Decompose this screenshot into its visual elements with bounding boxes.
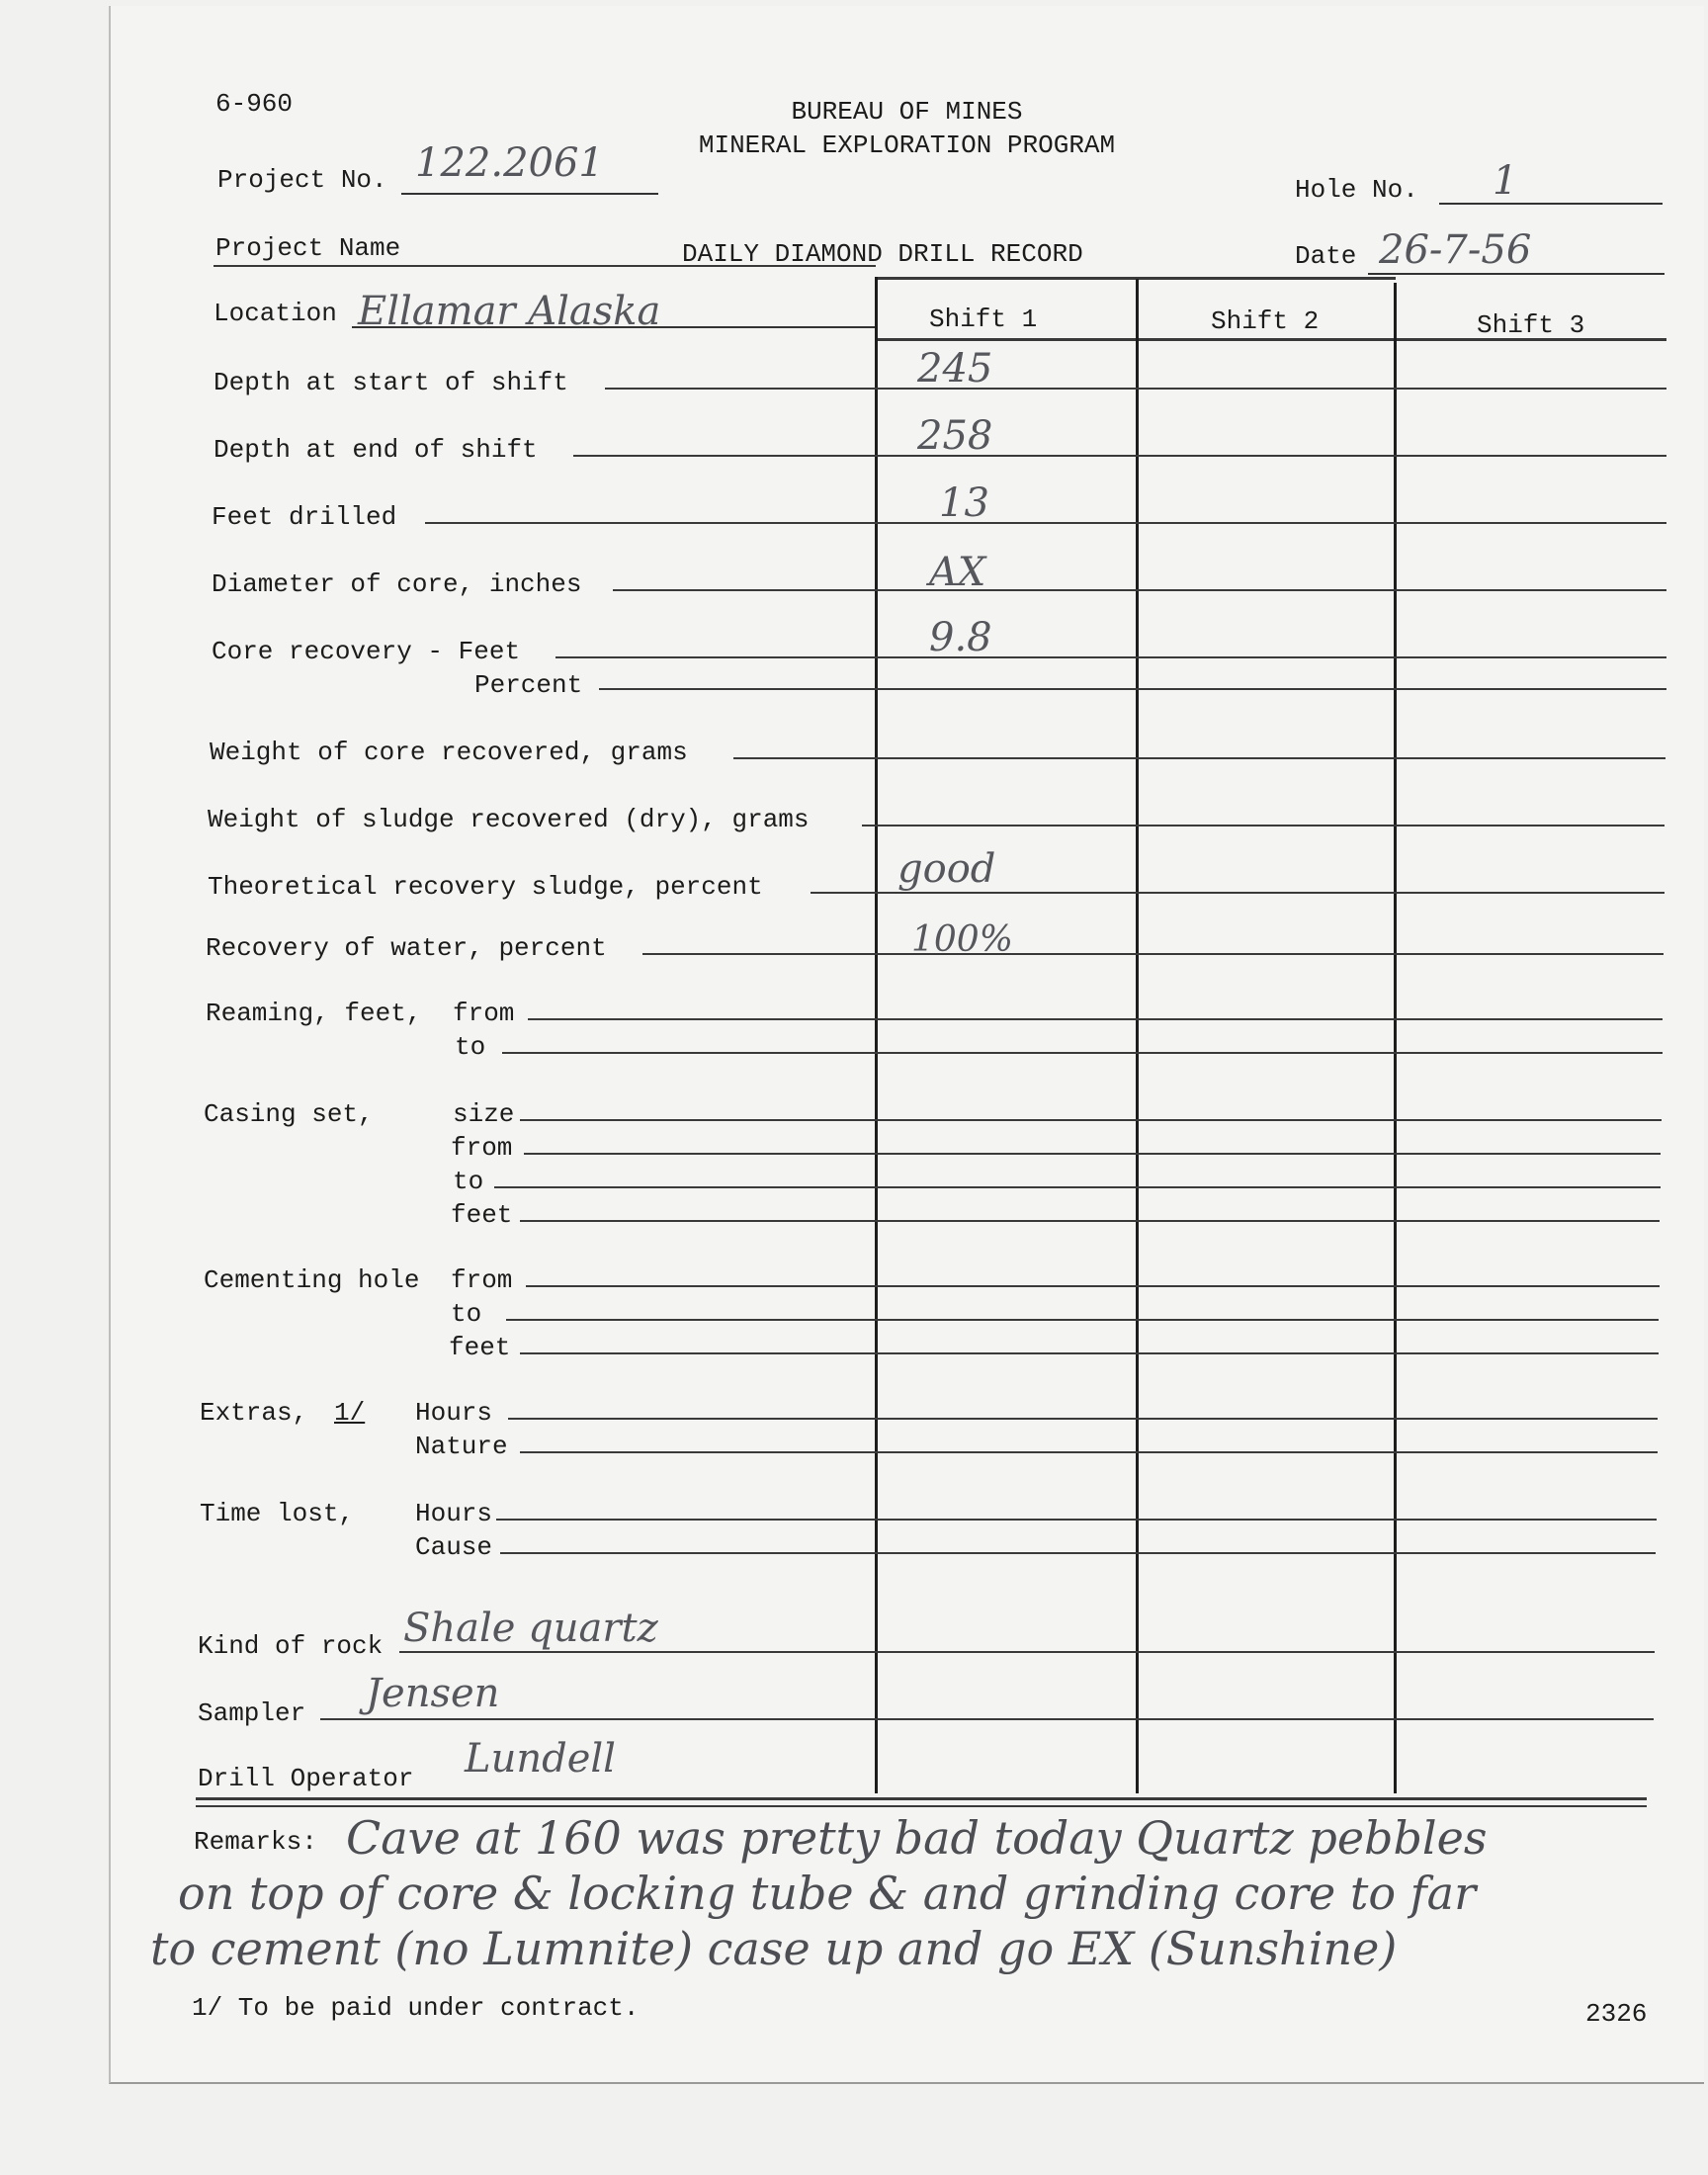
project-no-value[interactable]: 122.2061 — [415, 140, 604, 186]
label-reaming-from: from — [453, 999, 515, 1028]
form-row-line — [399, 1651, 1655, 1653]
form-row-line — [425, 522, 1666, 524]
form-row-line — [733, 757, 1665, 759]
agency-title: BUREAU OF MINES — [791, 97, 1023, 127]
footnote: 1/ To be paid under contract. — [192, 1993, 640, 2023]
value-recovery-water[interactable]: 100% — [911, 919, 1013, 960]
form-row-line — [520, 1352, 1659, 1354]
label-reaming: Reaming, feet, — [206, 999, 422, 1028]
form-row-line — [524, 1153, 1661, 1155]
value-core-recovery-feet[interactable]: 9.8 — [929, 615, 992, 660]
value-diameter[interactable]: AX — [929, 550, 986, 595]
label-kind-of-rock: Kind of rock — [198, 1631, 384, 1661]
form-row-line — [526, 1285, 1660, 1287]
form-row-line — [605, 388, 1666, 390]
label-time-lost-hours: Hours — [415, 1499, 493, 1528]
label-drill-operator: Drill Operator — [198, 1764, 414, 1793]
label-extras-hours: Hours — [415, 1398, 493, 1428]
label-feet-drilled: Feet drilled — [212, 502, 397, 532]
form-row-line — [573, 455, 1666, 457]
label-depth-start: Depth at start of shift — [214, 368, 568, 397]
label-casing: Casing set, — [204, 1099, 374, 1129]
hole-no-line — [1439, 203, 1663, 205]
form-row-line — [555, 656, 1666, 658]
label-core-recovery-feet: Core recovery - Feet — [212, 637, 521, 666]
record-title: DAILY DIAMOND DRILL RECORD — [682, 239, 1083, 269]
form-row-line — [613, 589, 1666, 591]
form-row-line — [520, 1451, 1658, 1453]
remarks-line-3[interactable]: to cement (no Lumnite) case up and go EX (Sunshine) — [150, 1922, 1398, 1975]
label-reaming-to: to — [455, 1032, 486, 1062]
label-cementing-from: from — [451, 1265, 513, 1295]
value-drill-operator[interactable]: Lundell — [465, 1736, 616, 1782]
form-row-line — [320, 1718, 1654, 1720]
remarks-divider-2 — [196, 1805, 1647, 1807]
label-recovery-water: Recovery of water, percent — [206, 933, 607, 963]
grid-header-border — [876, 338, 1666, 341]
grid-vline-3 — [1394, 283, 1397, 1793]
form-row-line — [528, 1018, 1663, 1020]
label-cementing-feet: feet — [449, 1333, 511, 1362]
label-weight-core: Weight of core recovered, grams — [210, 738, 688, 767]
value-sampler[interactable]: Jensen — [366, 1671, 500, 1716]
grid-vline-2 — [1136, 279, 1139, 1793]
extras-footnote-ref: 1/ — [334, 1398, 366, 1428]
form-row-line — [599, 688, 1666, 690]
date-value[interactable]: 26-7-56 — [1379, 227, 1532, 273]
label-theoretical-sludge: Theoretical recovery sludge, percent — [208, 872, 763, 902]
label-cementing-to: to — [451, 1299, 482, 1329]
hole-no-label: Hole No. — [1295, 175, 1418, 205]
grid-vline-1 — [875, 277, 878, 1793]
label-casing-from: from — [451, 1133, 513, 1163]
form-row-line — [506, 1319, 1659, 1321]
date-label: Date — [1295, 241, 1357, 271]
date-line — [1368, 273, 1665, 275]
remarks-line-1[interactable]: Cave at 160 was pretty bad today Quartz pebbles — [346, 1811, 1488, 1865]
form-row-line — [862, 825, 1665, 826]
remarks-divider-1 — [196, 1797, 1647, 1800]
form-row-line — [496, 1519, 1657, 1521]
form-row-line — [494, 1186, 1661, 1188]
location-value[interactable]: Ellamar Alaska — [358, 289, 661, 334]
form-row-line — [520, 1220, 1660, 1222]
program-title: MINERAL EXPLORATION PROGRAM — [698, 130, 1116, 160]
value-depth-start[interactable]: 245 — [917, 346, 993, 392]
label-core-recovery-percent: Percent — [474, 670, 583, 700]
shift-2-header: Shift 2 — [1211, 306, 1320, 336]
hole-no-value[interactable]: 1 — [1493, 158, 1518, 204]
shift-3-header: Shift 3 — [1477, 310, 1585, 340]
form-row-line — [502, 1052, 1663, 1054]
label-extras: Extras, — [200, 1398, 308, 1428]
form-number: 6-960 — [215, 89, 294, 119]
form-row-line — [500, 1552, 1656, 1554]
label-weight-sludge: Weight of sludge recovered (dry), grams — [208, 805, 810, 834]
label-sampler: Sampler — [198, 1698, 306, 1728]
label-cementing: Cementing hole — [204, 1265, 420, 1295]
location-label: Location — [214, 299, 337, 328]
label-casing-size: size — [453, 1099, 515, 1129]
form-row-line — [642, 953, 1664, 955]
label-casing-to: to — [453, 1167, 484, 1196]
label-time-lost: Time lost, — [200, 1499, 355, 1528]
form-row-line — [520, 1119, 1662, 1121]
value-kind-of-rock[interactable]: Shale quartz — [403, 1606, 658, 1651]
document-number: 2326 — [1585, 1999, 1648, 2029]
label-time-lost-cause: Cause — [415, 1532, 493, 1562]
form-row-line — [811, 892, 1665, 894]
value-depth-end[interactable]: 258 — [917, 413, 993, 459]
value-feet-drilled[interactable]: 13 — [939, 480, 989, 526]
label-depth-end: Depth at end of shift — [214, 435, 538, 465]
remarks-label: Remarks: — [194, 1827, 317, 1857]
shift-1-header: Shift 1 — [929, 304, 1038, 334]
form-row-line — [508, 1418, 1658, 1420]
project-no-label: Project No. — [217, 165, 387, 195]
project-name-label: Project Name — [215, 233, 401, 263]
project-no-line — [401, 193, 658, 195]
label-diameter: Diameter of core, inches — [212, 569, 582, 599]
value-theoretical-sludge[interactable]: good — [897, 846, 996, 892]
remarks-line-2[interactable]: on top of core & locking tube & and grinding core to far — [178, 1867, 1477, 1920]
label-casing-feet: feet — [451, 1200, 513, 1230]
label-extras-nature: Nature — [415, 1432, 508, 1461]
